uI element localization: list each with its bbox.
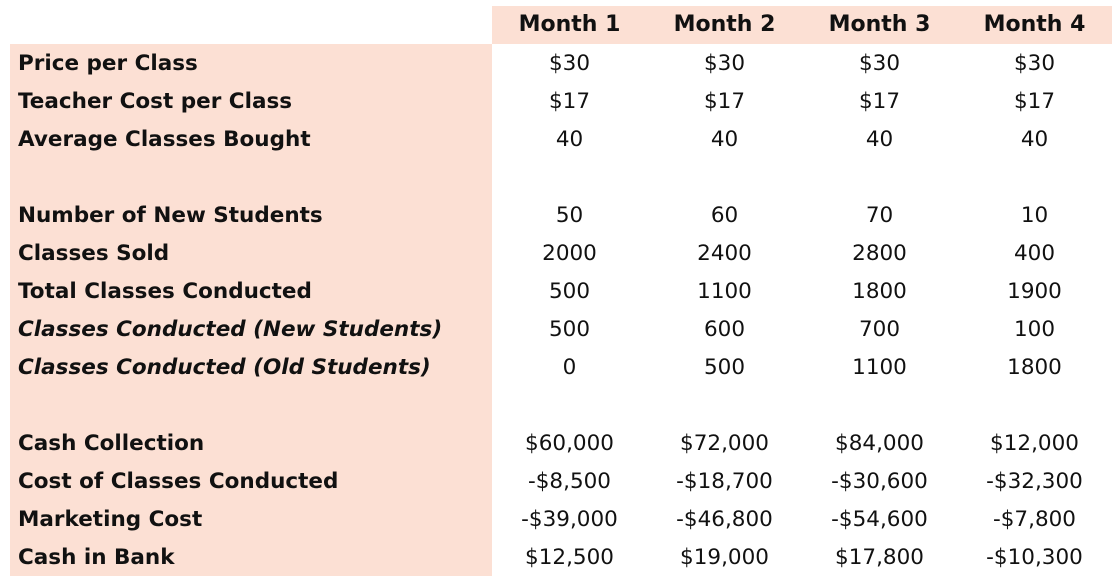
header-month-4: Month 4	[983, 12, 1086, 37]
cell-month-1: 2000	[542, 240, 597, 266]
cell-month-4: 1800	[1007, 354, 1062, 380]
header-month-3: Month 3	[828, 12, 931, 37]
cell-month-3: 2800	[852, 240, 907, 266]
cell-month-2: $30	[703, 50, 746, 76]
cell-month-1: -$8,500	[528, 468, 611, 494]
row-label: Average Classes Bought	[18, 126, 311, 152]
cell-month-3: 40	[865, 126, 894, 152]
cell-month-3: 700	[858, 316, 901, 342]
cell-month-4: 10	[1020, 202, 1049, 228]
cell-month-1: $17	[548, 88, 591, 114]
header-row	[492, 6, 1112, 44]
table-row	[10, 234, 1112, 272]
row-label: Total Classes Conducted	[18, 278, 312, 304]
cell-month-4: 40	[1020, 126, 1049, 152]
cell-month-4: 1900	[1007, 278, 1062, 304]
cell-month-1: $60,000	[525, 430, 614, 456]
cell-month-3: $17	[858, 88, 901, 114]
table-row	[10, 120, 1112, 158]
cell-month-2: 40	[710, 126, 739, 152]
cell-month-2: 600	[703, 316, 746, 342]
cell-month-3: 1800	[852, 278, 907, 304]
cell-month-4: $12,000	[990, 430, 1079, 456]
cell-month-3: 1100	[852, 354, 907, 380]
table-row	[10, 196, 1112, 234]
table-body	[10, 44, 1112, 576]
table-row	[10, 538, 1112, 576]
spacer-row	[10, 158, 1112, 196]
row-label: Marketing Cost	[18, 506, 203, 532]
table-row	[10, 462, 1112, 500]
row-label: Classes Sold	[18, 240, 170, 266]
row-label: Price per Class	[18, 50, 198, 76]
cell-month-4: -$7,800	[993, 506, 1076, 532]
table-row	[10, 272, 1112, 310]
table-row	[10, 348, 1112, 386]
cell-month-2: $19,000	[680, 544, 769, 570]
cell-month-3: -$54,600	[831, 506, 928, 532]
cell-month-4: -$32,300	[986, 468, 1083, 494]
table-row	[10, 310, 1112, 348]
cell-month-1: 500	[548, 278, 591, 304]
row-label: Cash Collection	[18, 430, 205, 456]
row-label: Teacher Cost per Class	[18, 88, 293, 114]
row-label: Classes Conducted (New Students)	[18, 316, 443, 342]
cell-month-4: $30	[1013, 50, 1056, 76]
cell-month-3: $84,000	[835, 430, 924, 456]
cell-month-2: $17	[703, 88, 746, 114]
cell-month-1: 40	[555, 126, 584, 152]
cell-month-4: 100	[1013, 316, 1056, 342]
table-row	[10, 44, 1112, 82]
table-row	[10, 82, 1112, 120]
cell-month-3: $17,800	[835, 544, 924, 570]
row-label: Cash in Bank	[18, 544, 175, 570]
row-label: Number of New Students	[18, 202, 323, 228]
cell-month-2: -$18,700	[676, 468, 773, 494]
cell-month-2: $72,000	[680, 430, 769, 456]
cell-month-2: -$46,800	[676, 506, 773, 532]
header-month-1: Month 1	[518, 12, 621, 37]
row-label: Cost of Classes Conducted	[18, 468, 339, 494]
cell-month-2: 1100	[697, 278, 752, 304]
cell-month-1: -$39,000	[521, 506, 618, 532]
cell-month-2: 60	[710, 202, 739, 228]
cell-month-2: 500	[703, 354, 746, 380]
spacer-row	[10, 386, 1112, 424]
cell-month-3: -$30,600	[831, 468, 928, 494]
cell-month-1: 0	[562, 354, 577, 380]
cell-month-1: $12,500	[525, 544, 614, 570]
cell-month-3: $30	[858, 50, 901, 76]
header-month-2: Month 2	[673, 12, 776, 37]
cell-month-2: 2400	[697, 240, 752, 266]
cell-month-1: 50	[555, 202, 584, 228]
spreadsheet-table	[10, 6, 1112, 576]
cell-month-4: $17	[1013, 88, 1056, 114]
table-row	[10, 500, 1112, 538]
cell-month-4: -$10,300	[986, 544, 1083, 570]
table-row	[10, 424, 1112, 462]
cell-month-1: $30	[548, 50, 591, 76]
cell-month-4: 400	[1013, 240, 1056, 266]
row-label: Classes Conducted (Old Students)	[18, 354, 431, 380]
cell-month-1: 500	[548, 316, 591, 342]
cell-month-3: 70	[865, 202, 894, 228]
